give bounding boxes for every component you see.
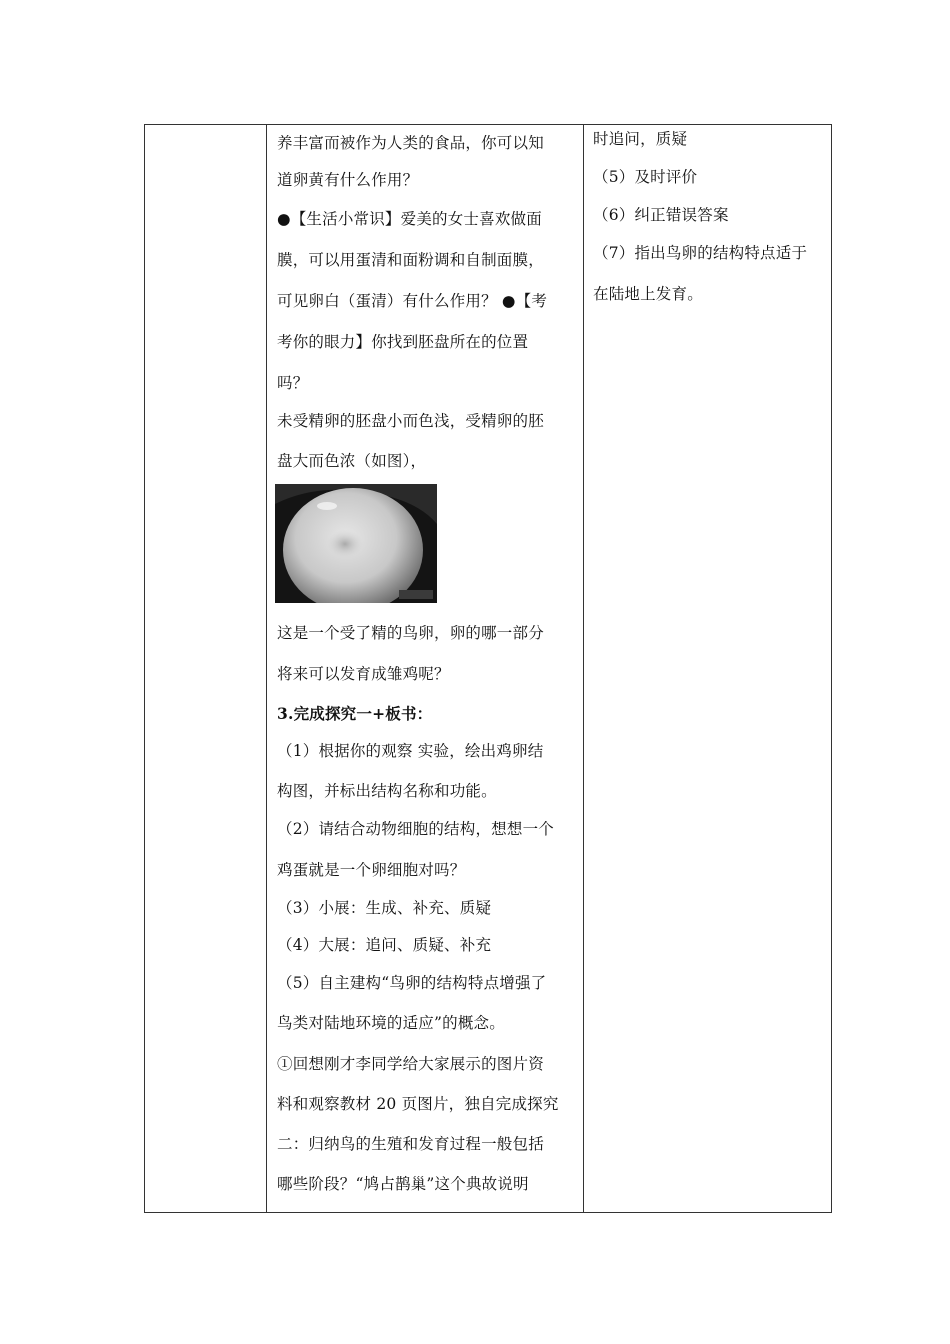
text-line: （7）指出鸟卵的结构特点适于 (593, 244, 808, 262)
text-line: （5）及时评价 (593, 168, 698, 186)
text-line: （3）小展：生成、补充、质疑 (277, 899, 492, 917)
middle-cell (267, 125, 583, 1212)
text-line: （1）根据你的观察 实验，绘出鸡卵结 (277, 742, 544, 760)
text-line: 时追问，质疑 (593, 130, 688, 148)
text-line: 将来可以发育成雏鸡呢？ (277, 665, 450, 683)
text-line: 这是一个受了精的鸟卵，卵的哪一部分 (277, 624, 544, 642)
text-line: 鸡蛋就是一个卵细胞对吗？ (277, 861, 466, 879)
right-cell (584, 125, 832, 1212)
text-line: 盘大而色浓（如图）， (277, 452, 427, 470)
text-line: 鸟类对陆地环境的适应”的概念。 (277, 1014, 505, 1032)
text-line: （2）请结合动物细胞的结构，想想一个 (277, 820, 554, 838)
text-line: 膜，可以用蛋清和面粉调和自制面膜， (277, 251, 544, 269)
text-line: 在陆地上发育。 (593, 285, 703, 303)
text-line: ①回想刚才李同学给大家展示的图片资 (277, 1055, 544, 1073)
text-line: 养丰富而被作为人类的食品，你可以知 (277, 134, 544, 152)
text-line: 料和观察教材 20 页图片，独自完成探究 (277, 1095, 559, 1113)
fertilized-egg-yolk-photo-icon (275, 484, 437, 603)
section-heading: 3.完成探究一+板书： (277, 704, 433, 723)
lesson-table (144, 124, 832, 1213)
text-line: 未受精卵的胚盘小而色浅，受精卵的胚 (277, 412, 544, 430)
text-line: 构图，并标出结构名称和功能。 (277, 782, 497, 800)
text-line: （5）自主建构“鸟卵的结构特点增强了 (277, 974, 547, 992)
text-line: （4）大展：追问、质疑、补充 (277, 936, 492, 954)
text-line: 二：归纳鸟的生殖和发育过程一般包括 (277, 1135, 544, 1153)
text-line: 可见卵白（蛋清）有什么作用？ ●【考 (277, 292, 548, 310)
text-line: 道卵黄有什么作用？ (277, 171, 419, 189)
text-line: 考你的眼力】你找到胚盘所在的位置 (277, 333, 529, 351)
text-line: 哪些阶段？“鸠占鹊巢”这个典故说明 (277, 1175, 529, 1193)
text-line: （6）纠正错误答案 (593, 206, 729, 224)
text-line: ●【生活小常识】爱美的女士喜欢做面 (277, 210, 542, 228)
text-line: 吗？ (277, 374, 309, 392)
